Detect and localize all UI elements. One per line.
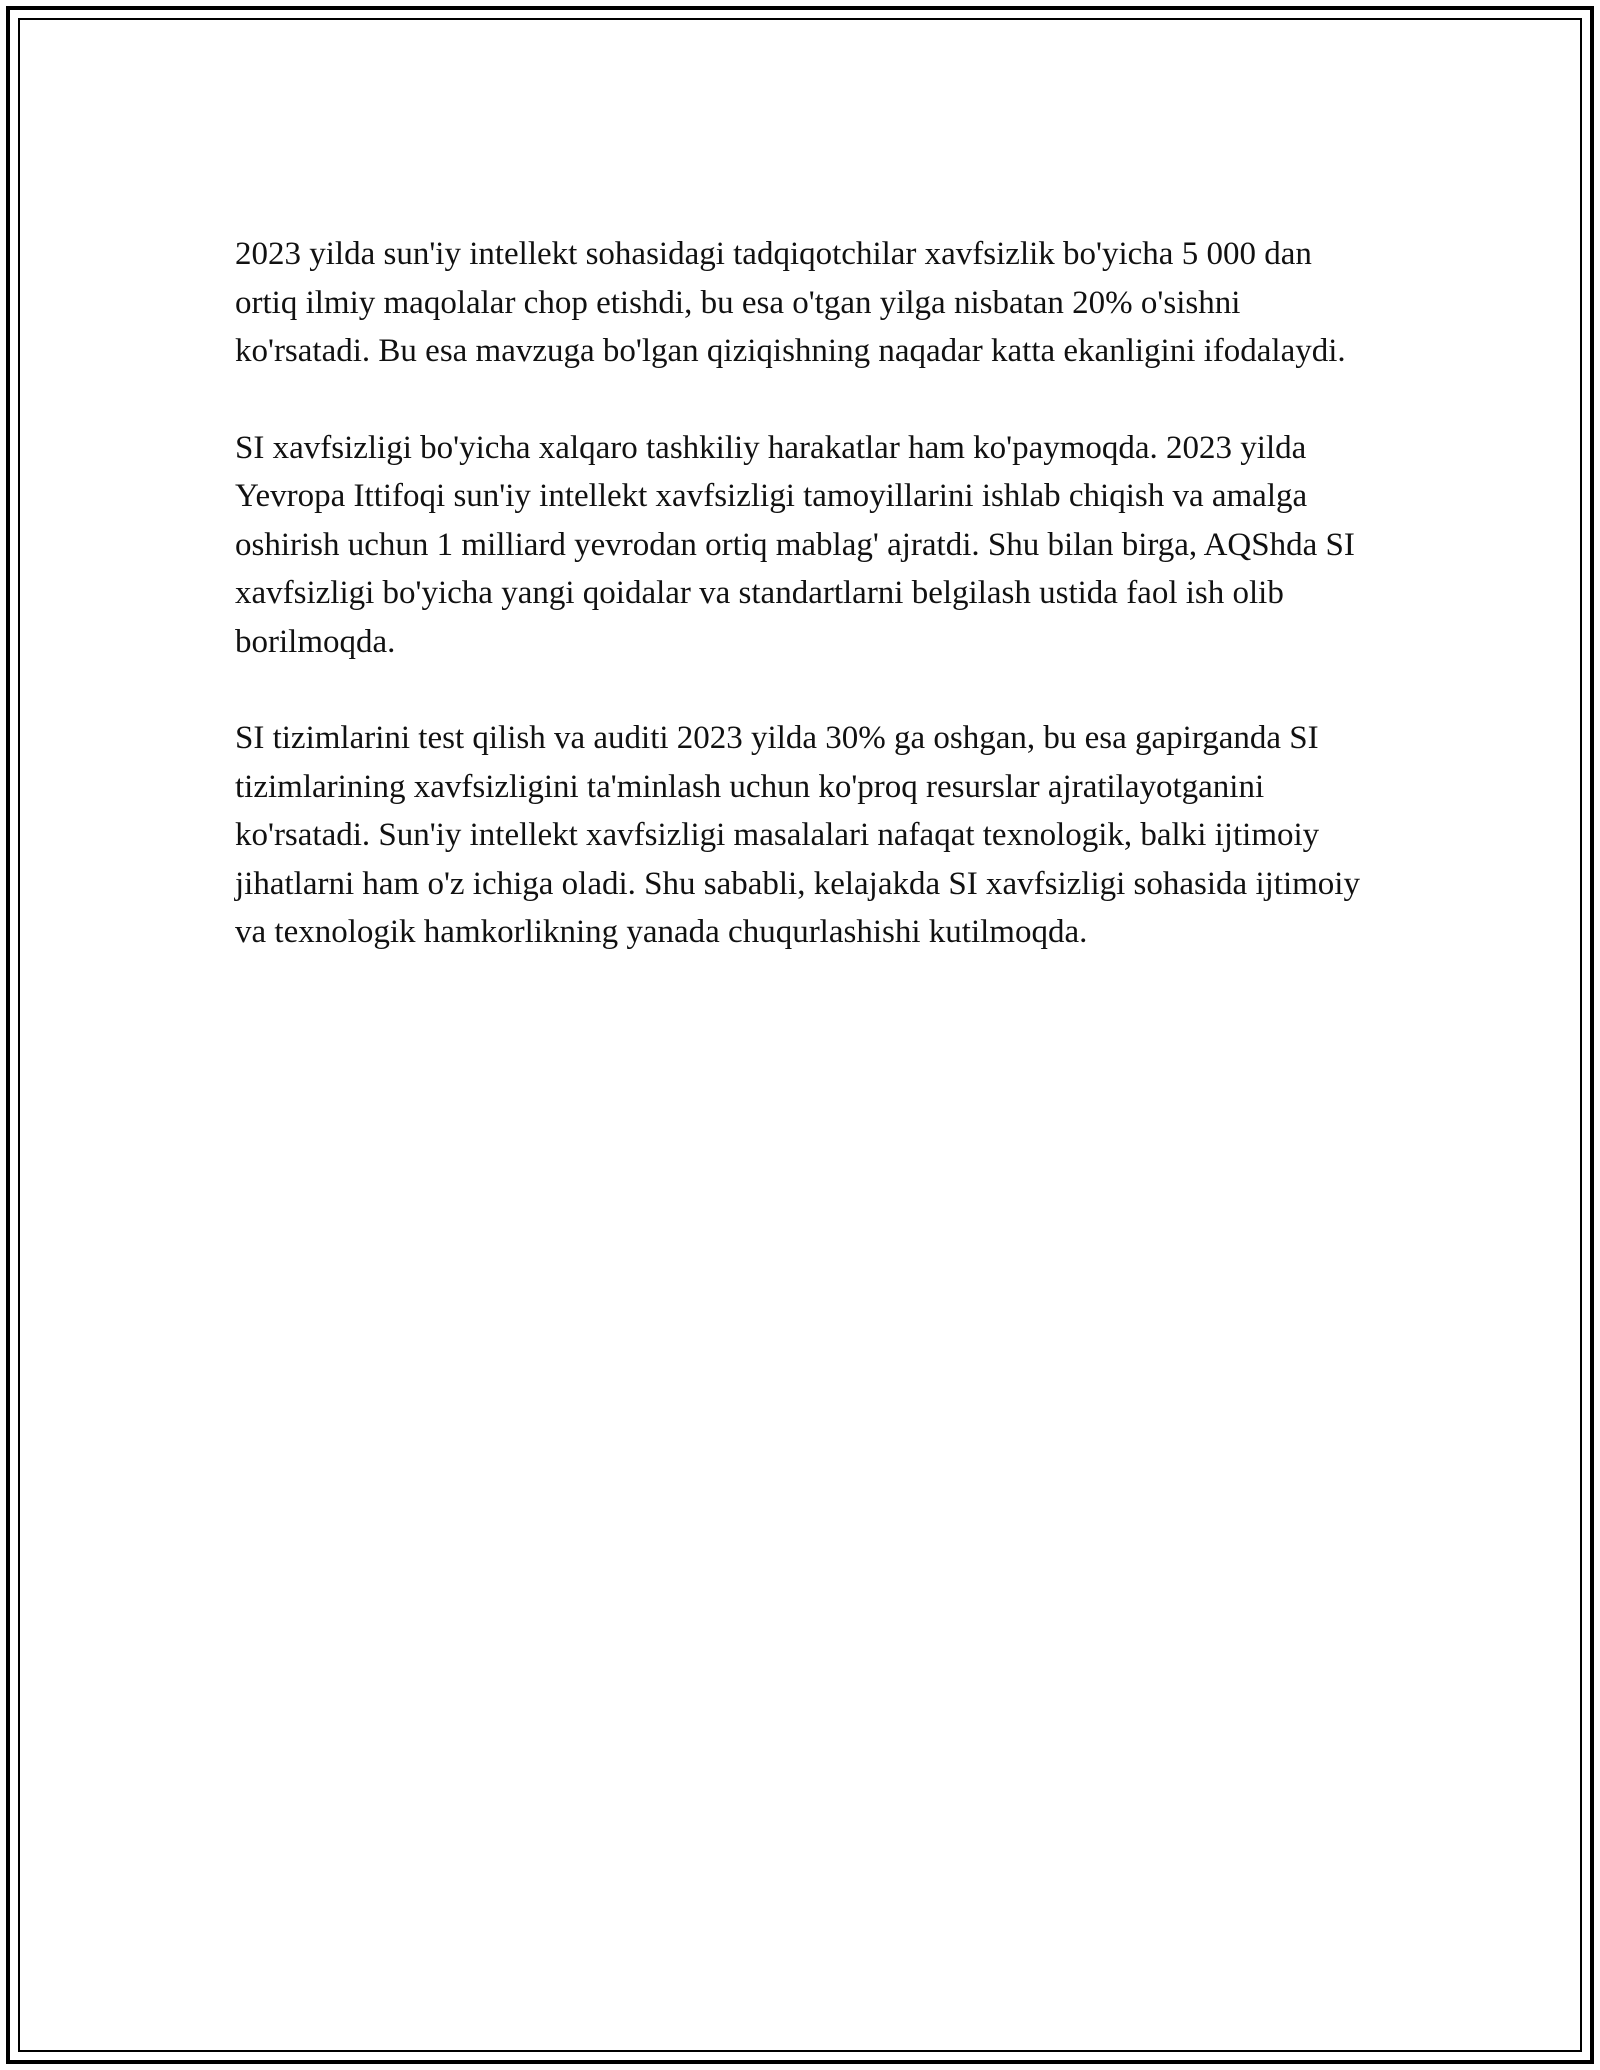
document-body xyxy=(235,230,1365,1005)
paragraph-1: 2023 yilda sun'iy intellekt sohasidagi tadqiqotchilar xavfsizlik bo'yicha 5 000 dan ortiq ilmiy maqolalar chop etishdi, bu esa o'tgan yilga nisbatan 20% o'sishni ko'rsatadi. Bu esa mavzuga bo'lgan qiziqishning naqadar katta ekanligini ifodalaydi. xyxy=(235,236,1346,369)
paragraph-3: SI tizimlarini test qilish va auditi 2023 yilda 30% ga oshgan, bu esa gapirganda SI tizimlarining xavfsizligini ta'minlash uchun ko'proq resurslar ajratilayotganini ko'rsatadi. Sun'iy intellekt xavfsizligi masalalari nafaqat texnologik, balki ijtimoiy jihatlarni ham o'z ichiga oladi. Shu sababli, kelajakda SI xavfsizligi sohasida ijtimoiy va texnologik hamkorlikning yanada chuqurlashishi kutilmoqda. xyxy=(235,720,1360,950)
paragraph-2: SI xavfsizligi bo'yicha xalqaro tashkiliy harakatlar ham ko'paymoqda. 2023 yilda Yevropa Ittifoqi sun'iy intellekt xavfsizligi tamoyillarini ishlab chiqish va amalga oshirish uchun 1 milliard yevrodan ortiq mablag' ajratdi. Shu bilan birga, AQShda SI xavfsizligi bo'yicha yangi qoidalar va standartlarni belgilash ustida faol ish olib borilmoqda. xyxy=(235,429,1355,660)
